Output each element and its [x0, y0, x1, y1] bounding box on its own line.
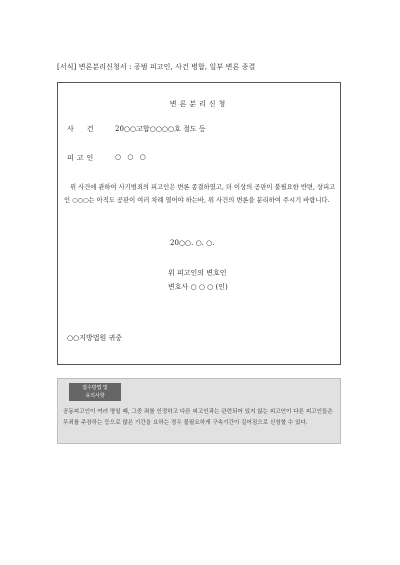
petition-date: 20○○. ○. ○. — [170, 239, 215, 247]
defendant-value: ○ ○ ○ — [115, 153, 148, 161]
notes-tag-line2: 유의사항 — [85, 393, 105, 399]
notes-text: 공동피고인이 여러 명일 때, 그중 죄를 인정하고 다른 피고인과는 관련되어 있지 않는 피고인이 다른 피고인들은 무죄를 주장하는 등으로 많은 기간을 요하는 경우 불필요하게 구속기간이 길어짐으로 신청할 수 있다. — [63, 409, 333, 426]
notes-tag-line1: 접수방법 및 — [82, 385, 108, 391]
notes-box — [57, 378, 341, 444]
defendant-label: 피고인 — [67, 154, 97, 162]
case-value: 20○○고합○○○○호 절도 등 — [115, 125, 206, 133]
signer-title: 위 피고인의 변호인 — [168, 269, 227, 277]
form-caption: [서식] 변론분리신청서 : 공범 피고인, 사건 병합, 일부 변론 종결 — [57, 63, 256, 71]
petition-body: 위 사건에 관하여 사기범죄의 피고인은 변론 종결하였고, 더 이상의 공판이 불필요한 반면, 상피고인 ○○○는 아직도 공판이 여러 차례 열어야 하는바, 위 사건의 변론을 분리하여 주시기 바랍니다. — [64, 184, 336, 204]
case-label: 사건 — [67, 125, 107, 133]
form-title: 변론분리신청 — [169, 100, 229, 108]
signer-name: 변호사 ○ ○ ○ (인) — [168, 283, 228, 291]
notes-tag — [69, 383, 121, 401]
petition-form — [57, 82, 341, 365]
court-addressee: ○○지방법원 귀중 — [67, 334, 123, 342]
